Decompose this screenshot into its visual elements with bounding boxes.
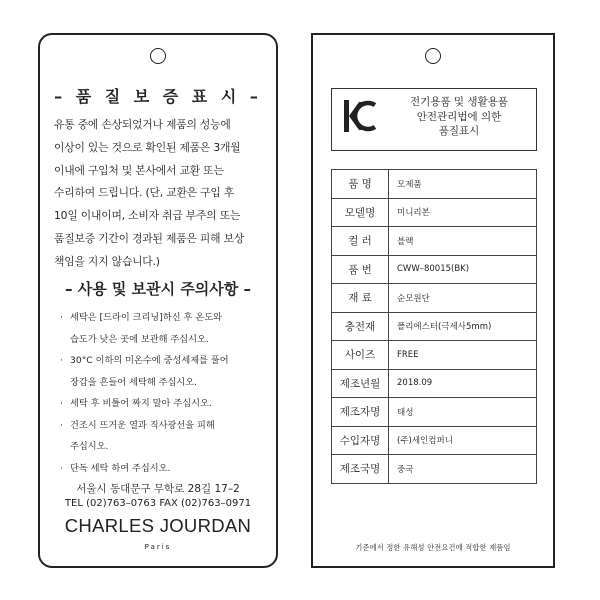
brand-logo: CHARLES JOURDAN bbox=[64, 515, 252, 536]
body-line: 품질보증 기간이 경과된 제품은 피해 보상 bbox=[54, 231, 245, 245]
spec-value: FREE bbox=[389, 341, 537, 370]
company-phone-fax: TEL (02)763–0763 FAX (02)763–0971 bbox=[64, 498, 252, 509]
spec-label: 충전재 bbox=[332, 312, 389, 341]
spec-value: 미니리본 bbox=[389, 198, 537, 227]
care-instructions-title: – 사용 및 보관시 주의사항 – bbox=[64, 280, 251, 298]
body-line: 수리하여 드립니다. (단, 교환은 구입 후 bbox=[54, 186, 235, 200]
caution-item-continued: 주십시오. bbox=[70, 441, 109, 452]
spec-value: (주)세인컴퍼니 bbox=[389, 426, 537, 455]
spec-label: 제조년월 bbox=[332, 369, 389, 398]
spec-value: 모제품 bbox=[389, 170, 537, 199]
product-info-tag bbox=[311, 33, 555, 568]
company-address: 서울시 동대문구 무학로 28길 17–2 bbox=[76, 483, 240, 495]
care-instructions-list bbox=[60, 307, 272, 479]
body-line: 유통 중에 손상되었거나 제품의 성능에 bbox=[54, 118, 231, 131]
spec-value: 태성 bbox=[389, 398, 537, 427]
spec-label: 모델명 bbox=[332, 198, 389, 227]
body-line: 책임을 지지 않습니다.) bbox=[54, 254, 160, 268]
tag-hole-icon bbox=[425, 48, 441, 64]
spec-row bbox=[332, 255, 537, 284]
safety-compliance-note: 기준에서 정한 유해성 안전요건에 적합한 제품임 bbox=[355, 543, 511, 552]
caution-item: · 건조시 뜨거운 열과 직사광선을 피해 bbox=[60, 415, 272, 437]
spec-row bbox=[332, 426, 537, 455]
spec-label: 재 료 bbox=[332, 284, 389, 313]
quality-guarantee-title: – 품 질 보 증 표 시 – bbox=[54, 87, 262, 106]
brand-subtitle: Paris bbox=[144, 543, 172, 551]
spec-row bbox=[332, 227, 537, 256]
caution-item: · 30°C 이하의 미온수에 중성세제를 풀어 bbox=[60, 350, 272, 372]
kc-mark-icon bbox=[342, 97, 378, 135]
spec-label: 제조국명 bbox=[332, 455, 389, 484]
spec-label: 컬 러 bbox=[332, 227, 389, 256]
spec-row bbox=[332, 284, 537, 313]
spec-label: 제조자명 bbox=[332, 398, 389, 427]
spec-value: 중국 bbox=[389, 455, 537, 484]
spec-label: 품 명 bbox=[332, 170, 389, 199]
quality-guarantee-tag bbox=[38, 33, 278, 568]
caution-item-continued: 습도가 낮은 곳에 보관해 주십시오. bbox=[70, 333, 209, 345]
body-line: 이상이 있는 것으로 확인된 제품은 3개월 bbox=[54, 140, 241, 154]
spec-row bbox=[332, 198, 537, 227]
kc-description bbox=[384, 95, 534, 139]
kc-line: 안전관리법에 의한 bbox=[416, 110, 502, 123]
spec-value: 블랙 bbox=[389, 227, 537, 256]
spec-value: CWW–80015(BK) bbox=[389, 255, 537, 284]
body-line: 이내에 구입처 및 본사에서 교환 또는 bbox=[54, 163, 224, 177]
spec-label: 품 번 bbox=[332, 255, 389, 284]
spec-row bbox=[332, 341, 537, 370]
spec-row bbox=[332, 455, 537, 484]
spec-value: 순모원단 bbox=[389, 284, 537, 313]
spec-row bbox=[332, 312, 537, 341]
spec-row bbox=[332, 398, 537, 427]
caution-item: · 세탁 후 비틀어 짜지 말아 주십시오. bbox=[60, 393, 272, 415]
spec-label: 수입자명 bbox=[332, 426, 389, 455]
kc-line: 전기용품 및 생활용품 bbox=[410, 96, 508, 108]
spec-label: 사이즈 bbox=[332, 341, 389, 370]
product-spec-table bbox=[331, 169, 537, 484]
spec-row bbox=[332, 369, 537, 398]
body-line: 10일 이내이며, 소비자 취급 부주의 또는 bbox=[54, 209, 241, 223]
caution-item: · 세탁은 [드라이 크리닝]하신 후 온도와 bbox=[60, 307, 272, 329]
spec-value: 2018.09 bbox=[389, 369, 537, 398]
tag-hole-icon bbox=[150, 48, 166, 64]
kc-certification-box bbox=[331, 88, 537, 151]
kc-line: 품질표시 bbox=[438, 125, 480, 137]
spec-row bbox=[332, 170, 537, 199]
spec-value: 폴리에스터(극세사5mm) bbox=[389, 312, 537, 341]
quality-guarantee-body bbox=[54, 114, 266, 274]
caution-item: · 단독 세탁 하여 주십시오. bbox=[60, 458, 272, 480]
caution-item-continued: 장갑을 흔들어 세탁해 주십시오. bbox=[70, 376, 198, 388]
